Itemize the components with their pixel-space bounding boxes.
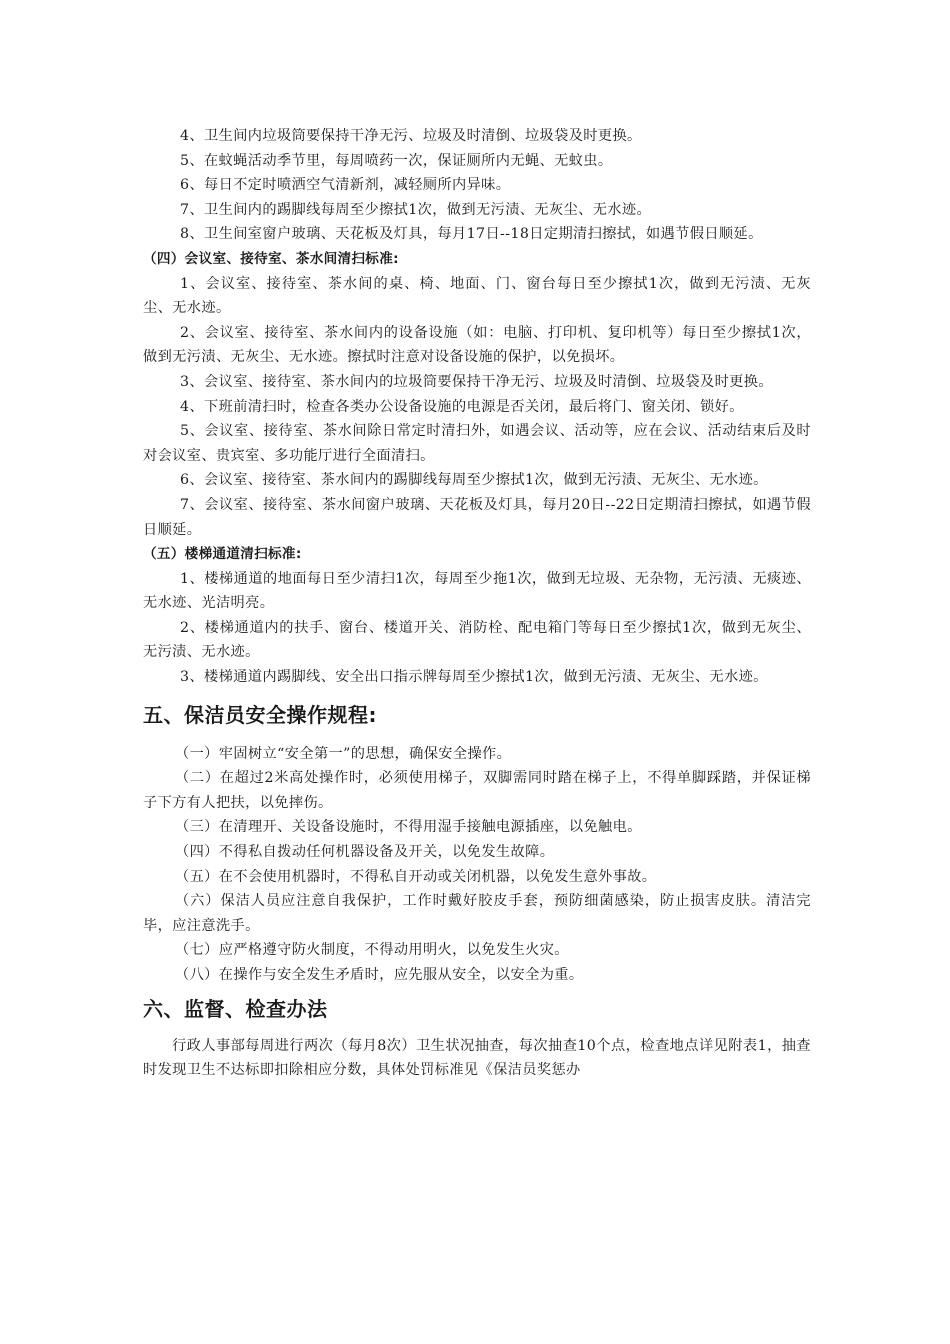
subsection-heading: （四）会议室、接待室、茶水间清扫标准: [143, 250, 399, 267]
paragraph: 7、卫生间内的踢脚线每周至少擦拭1次，做到无污渍、无灰尘、无水迹。 [180, 201, 652, 218]
paragraph: （一）牢固树立“安全第一”的思想，确保安全操作。 [175, 745, 512, 762]
paragraph: 3、会议室、接待室、茶水间内的垃圾筒要保持干净无污、垃圾及时清倒、垃圾袋及时更换。 [180, 373, 773, 390]
paragraph: 1、楼梯通道的地面每日至少清扫1次，每周至少拖1次，做到无垃圾、无杂物，无污渍、无痰迹、无水迹、光洁明亮。 [143, 570, 811, 612]
paragraph: （二）在超过2米高处操作时，必须使用梯子，双脚需同时踏在梯子上，不得单脚踩踏，并保证梯子下方有人把扶，以免摔伤。 [143, 770, 811, 811]
paragraph: 1、会议室、接待室、茶水间的桌、椅、地面、门、窗台每日至少擦拭1次，做到无污渍、无灰尘、无水迹。 [143, 275, 811, 317]
paragraph: 行政人事部每周进行两次（每月8次）卫生状况抽查，每次抽查10个点，检查地点详见附表1，抽查时发现卫生不达标即扣除相应分数，具体处罚标准见《保洁员奖惩办 [143, 1037, 811, 1079]
section-heading: 五、保洁员安全操作规程: [143, 702, 377, 727]
section-heading: 六、监督、检查办法 [143, 996, 328, 1021]
paragraph: 6、每日不定时喷洒空气清新剂，减轻厕所内异味。 [180, 177, 511, 194]
paragraph: 2、会议室、接待室、茶水间内的设备设施（如：电脑、打印机、复印机等）每日至少擦拭1次，做到无污渍、无灰尘、无水迹。擦拭时注意对设备设施的保护，以免损坏。 [143, 324, 811, 366]
paragraph: 5、在蚊蝇活动季节里，每周喷药一次，保证厕所内无蝇、无蚊虫。 [180, 152, 613, 169]
subsection-heading: （五）楼梯通道清扫标准: [143, 546, 302, 563]
paragraph: （四）不得私自拨动任何机器设备及开关，以免发生故障。 [175, 844, 555, 861]
paragraph: 5、会议室、接待室、茶水间除日常定时清扫外，如遇会议、活动等，应在会议、活动结束后及时对会议室、贵宾室、多功能厅进行全面清扫。 [143, 423, 811, 464]
paragraph: 2、楼梯通道内的扶手、窗台、楼道开关、消防栓、配电箱门等每日至少擦拭1次，做到无灰尘、无污渍、无水迹。 [143, 619, 811, 661]
paragraph: 8、卫生间室窗户玻璃、天花板及灯具，每月17日--18日定期清扫擦拭，如遇节假日顺延。 [180, 226, 763, 243]
paragraph: （三）在清理开、关设备设施时，不得用湿手接触电源插座，以免触电。 [175, 819, 642, 836]
paragraph: 7、会议室、接待室、茶水间窗户玻璃、天花板及灯具，每月20日--22日定期清扫擦拭，如遇节假日顺延。 [143, 496, 811, 538]
paragraph: （七）应严格遵守防火制度，不得动用明火，以免发生火灾。 [175, 942, 569, 959]
paragraph: 4、下班前清扫时，检查各类办公设备设施的电源是否关闭，最后将门、窗关闭、锁好。 [180, 398, 744, 415]
paragraph: （五）在不会使用机器时，不得私自开动或关闭机器，以免发生意外事故。 [175, 868, 657, 885]
document-page [143, 124, 811, 1083]
paragraph: （八）在操作与安全发生矛盾时，应先服从安全，以安全为重。 [175, 967, 584, 983]
paragraph: （六）保洁人员应注意自我保护，工作时戴好胶皮手套，预防细菌感染，防止损害皮肤。清洁完毕，应注意洗手。 [143, 893, 811, 934]
paragraph: 6、会议室、接待室、茶水间内的踢脚线每周至少擦拭1次，做到无污渍、无灰尘、无水迹。 [180, 472, 768, 489]
paragraph: 3、楼梯通道内踢脚线、安全出口指示牌每周至少擦拭1次，做到无污渍、无灰尘、无水迹。 [180, 669, 768, 686]
paragraph: 4、卫生间内垃圾筒要保持干净无污、垃圾及时清倒、垃圾袋及时更换。 [180, 128, 642, 144]
